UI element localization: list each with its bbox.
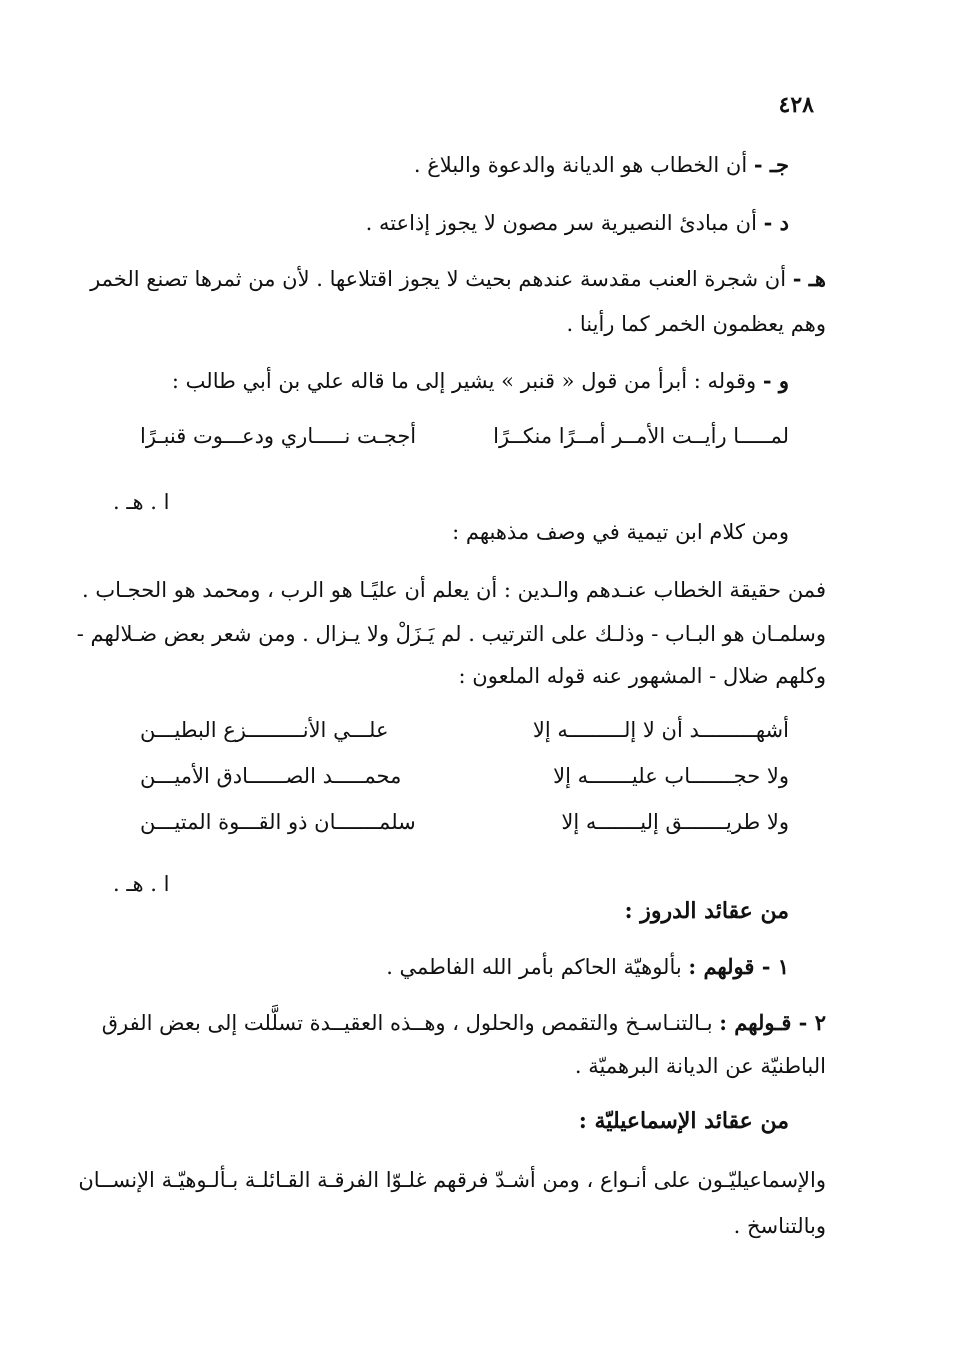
paragraph-line1: فمن حقيقة الخطاب عنـدهم والـدين : أن يعلم أن عليًـا هو الرب ، ومحمد هو الحجـاب . bbox=[82, 578, 826, 602]
item-marker: و - bbox=[762, 368, 789, 393]
item-marker: د - bbox=[763, 210, 789, 235]
item-text: بألوهيّة الحاكم بأمر الله الفاطمي . bbox=[386, 955, 689, 979]
paragraph-line3: وكلهم ضلال - المشهور عنه قوله الملعون : bbox=[458, 664, 826, 688]
item-text: بـالتنـاسـخ والتقمص والحلول ، وهــذه العقيــدة تسلَّلت إلى بعض الفرق bbox=[101, 1011, 720, 1035]
ismaili-heading: من عقائد الإسماعيليّة : bbox=[578, 1108, 789, 1134]
item-text: أن مبادئ النصيرية سر مصون لا يجوز إذاعته . bbox=[365, 211, 764, 235]
poem-verse-1-right: أشهـــــــــد أن لا إلـــــــــه إلا bbox=[532, 718, 789, 742]
item-waw bbox=[172, 368, 789, 393]
poem-verse-1-left: علـــي الأنـــــــــزع البطيـــن bbox=[140, 718, 389, 742]
item-ha-line2: وهم يعظمون الخمر كما رأينا . bbox=[566, 312, 826, 336]
item-text: أن الخطاب هو الديانة والدعوة والبلاغ . bbox=[413, 153, 754, 177]
item-ha-line1 bbox=[90, 266, 826, 291]
verse1-left: أججـت نـــــاري ودعـــوت قنبـرًا bbox=[140, 424, 417, 448]
ismaili-line2: وبالتناسخ . bbox=[733, 1214, 826, 1238]
ismaili-line1: والإسماعيليّـون على أنـواع ، ومن أشـدّ فرقهم غلـوّا الفرقـة القـائلـة بـألـوهيّـة الإنســان bbox=[78, 1168, 826, 1192]
paragraph-line2: وسلمـان هو البـاب - وذلـك على الترتيب . لم يَـزَلْ ولا يـزال . ومن شعر بعض ضـلالهم - bbox=[76, 622, 826, 646]
item-jeem bbox=[414, 152, 789, 177]
item-text: وقوله : أبرأ من قول « قنبر » يشير إلى ما قاله علي بن أبي طالب : bbox=[171, 369, 763, 393]
druze-heading: من عقائد الدروز : bbox=[624, 898, 789, 924]
item-marker: هـ - bbox=[792, 266, 826, 291]
ah-abbrev-2: ا . هـ . bbox=[113, 872, 170, 896]
item-dal bbox=[366, 210, 789, 235]
druze-item2-line1 bbox=[101, 1010, 826, 1035]
poem-verse-2-right: ولا حجـــــــاب عليـــــــه إلا bbox=[553, 764, 789, 788]
poem-verse-3-right: ولا طريـــــــق إليـــــــه إلا bbox=[561, 810, 789, 834]
page-number: ٤٢٨ bbox=[778, 92, 814, 118]
ibn-taymiyya-intro: ومن كلام ابن تيمية في وصف مذهبهم : bbox=[452, 520, 789, 544]
item-text: أن شجرة العنب مقدسة عندهم بحيث لا يجوز اقتلاعها . لأن من ثمرها تصنع الخمر bbox=[90, 267, 793, 291]
verse1-right: لمـــــا رأيــت الأمــر أمــرًا منكــرًا bbox=[493, 424, 789, 448]
poem-verse-3-left: سلمـــــــان ذو القـــوة المتيـــن bbox=[140, 810, 416, 834]
druze-item2-line2: الباطنيّة عن الديانة البرهميّة . bbox=[574, 1054, 826, 1078]
poem-verse-2-left: محمـــــد الصــــــادق الأميـــن bbox=[140, 764, 402, 788]
item-marker: ١ - قولهم : bbox=[688, 954, 789, 979]
druze-item1 bbox=[386, 954, 789, 979]
item-marker: ٢ - قـولهم : bbox=[719, 1010, 826, 1035]
item-marker: جـ - bbox=[753, 152, 789, 177]
ah-abbrev-1: ا . هـ . bbox=[113, 490, 170, 514]
